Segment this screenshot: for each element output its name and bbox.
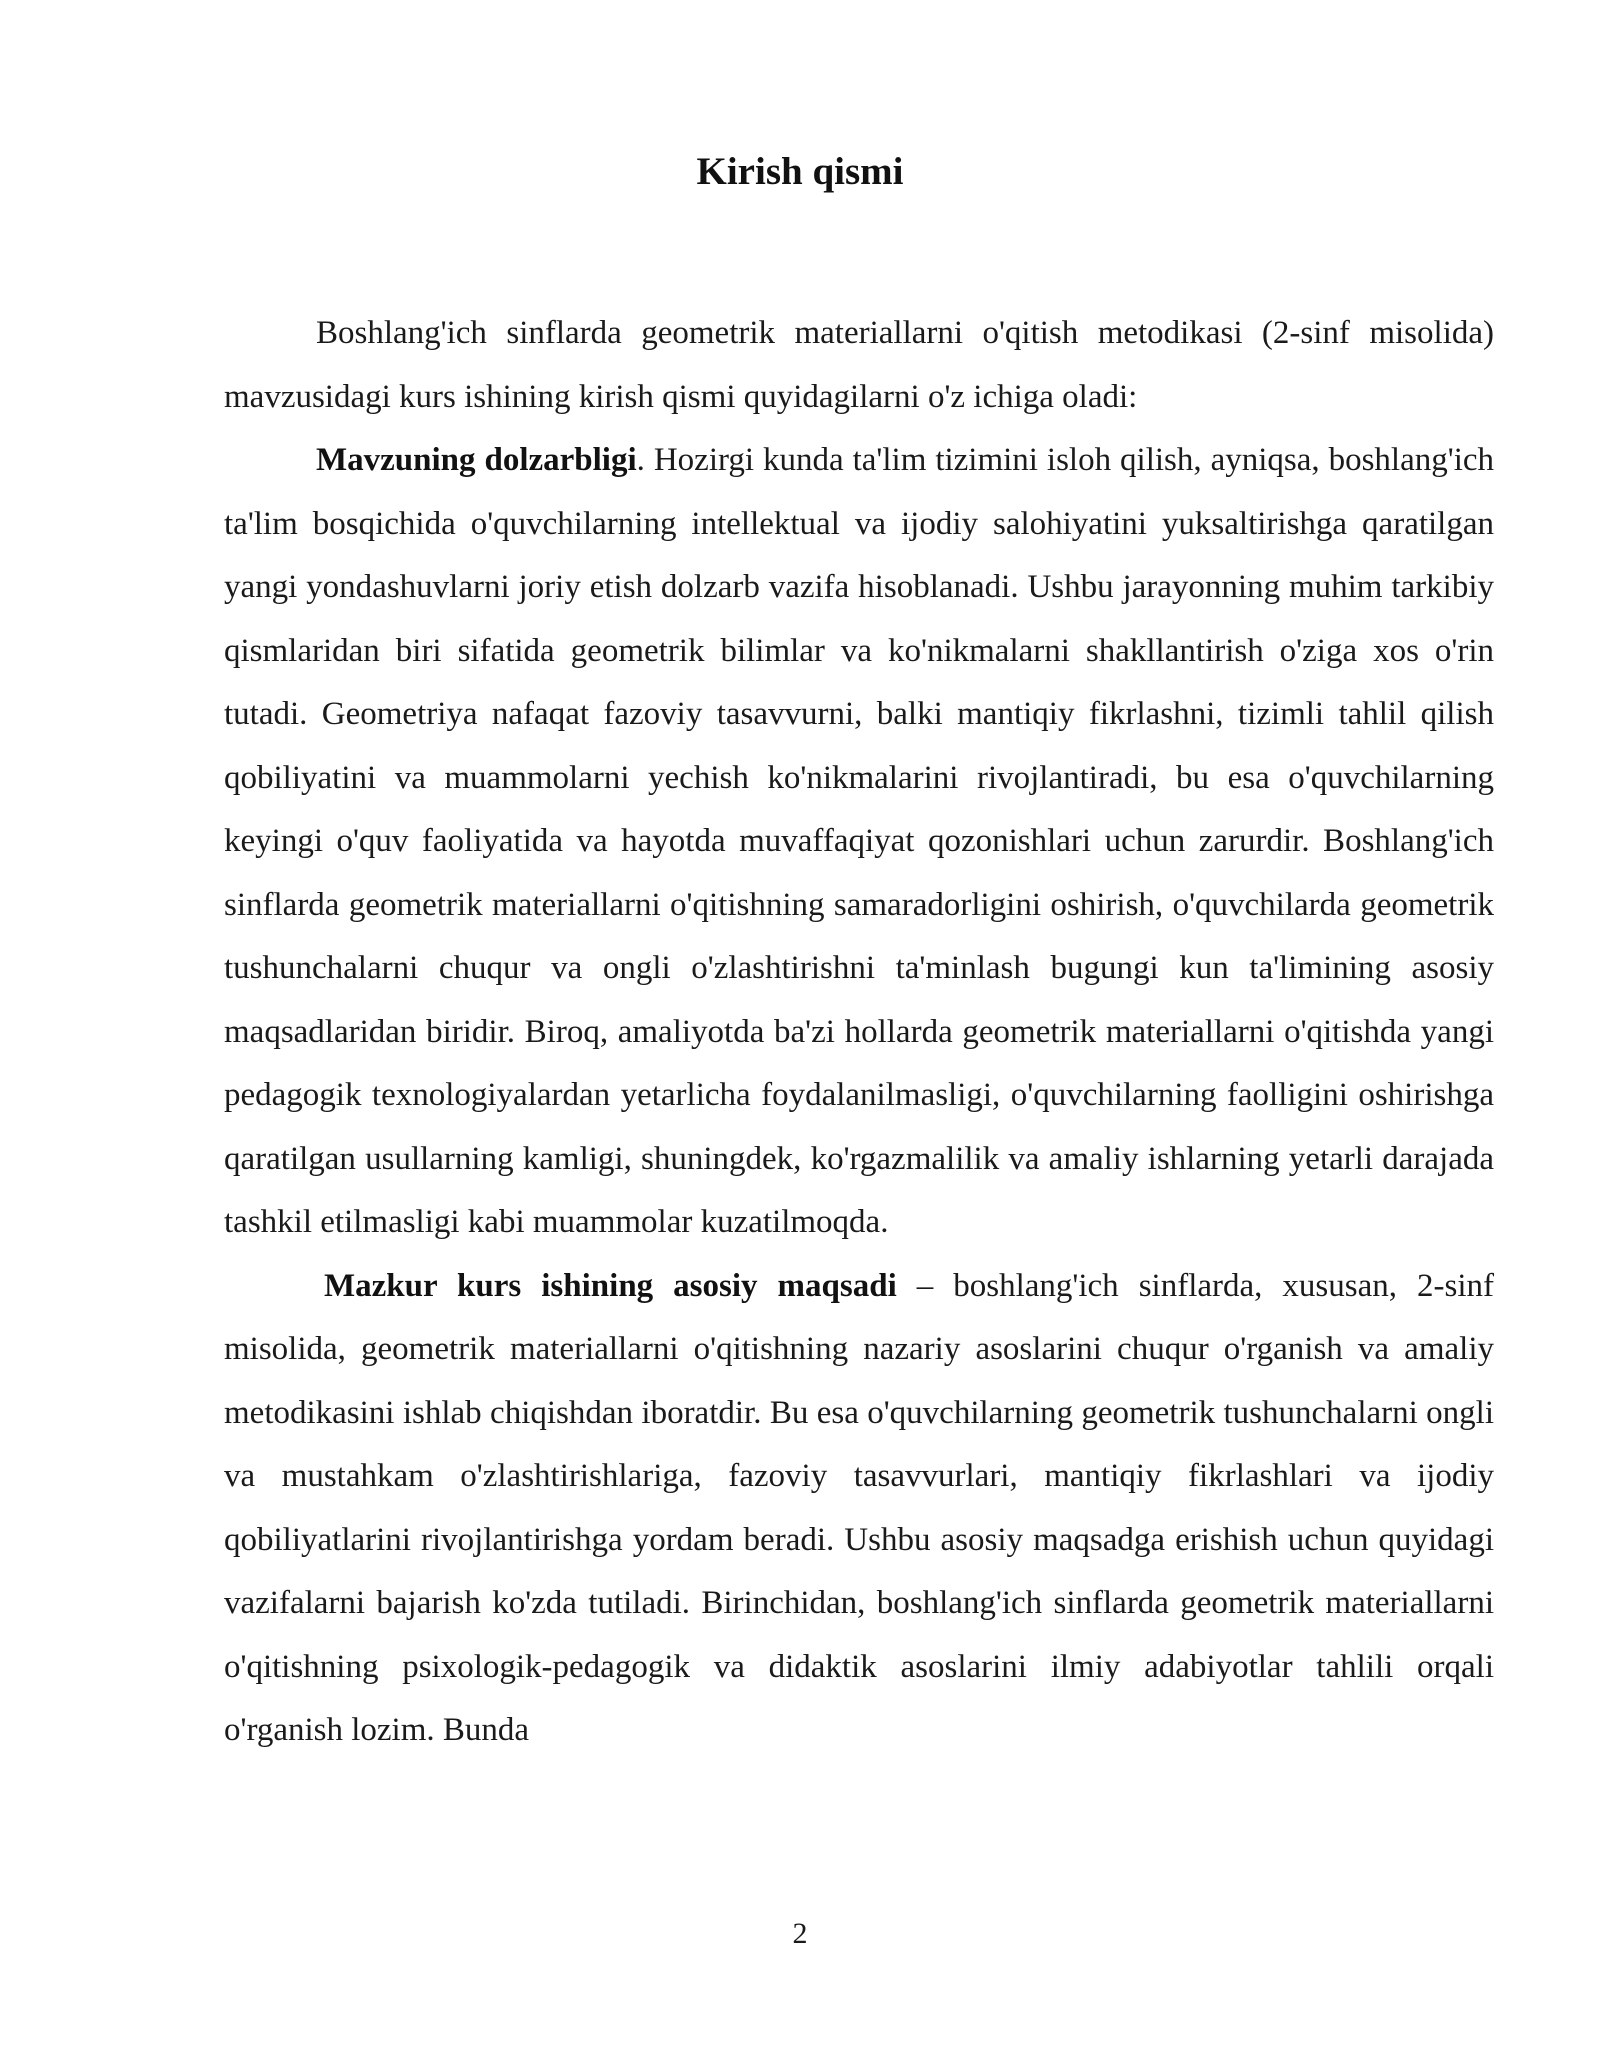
page-title: Kirish qismi (696, 150, 904, 193)
paragraph-intro-text: Boshlang'ich sinflarda geometrik materiallarni o'qitish metodikasi (2-sinf misolida) mavzusidagi kurs ishining kirish qismi quyidagilarni o'z ichiga oladi: (224, 315, 1494, 415)
paragraph-intro (224, 302, 1494, 429)
paragraph-goal-heading: Mazkur kurs ishining asosiy maqsadi (324, 1267, 897, 1304)
paragraph-relevance-heading: Mavzuning dolzarbligi (316, 442, 637, 478)
page-number: 2 (792, 1917, 808, 1950)
paragraph-goal (224, 1255, 1494, 1763)
document-body (224, 302, 1494, 1763)
paragraph-goal-text: – boshlang'ich sinflarda, xususan, 2-sinf misolida, geometrik materiallarni o'qitishning nazariy asoslarini chuqur o'rganish va amaliy metodikasini ishlab chiqishdan iboratdir. Bu esa o'quvchilarning geometrik tushunchalarni ongli va mustahkam o'zlashtirishlariga, fazoviy tasavvurlari, mantiqiy fikrlashlari va ijodiy qobiliyatlarini rivojlantirishga yordam beradi. Ushbu asosiy maqsadga erishish uchun quyidagi vazifalarni bajarish ko'zda tutiladi. Birinchidan, boshlang'ich sinflarda geometrik materiallarni o'qitishning psixologik-pedagogik va didaktik asoslarini ilmiy adabiyotlar tahlili orqali o'rganish lozim. Bunda (224, 1267, 1494, 1748)
paragraph-relevance-text: . Hozirgi kunda ta'lim tizimini isloh qilish, ayniqsa, boshlang'ich ta'lim bosqichida o'quvchilarning intellektual va ijodiy salohiyatini yuksaltirishga qaratilgan yangi yondashuvlarni joriy etish dolzarb vazifa hisoblanadi. Ushbu jarayonning muhim tarkibiy qismlaridan biri sifatida geometrik bilimlar va ko'nikmalarni shakllantirish o'ziga xos o'rin tutadi. Geometriya nafaqat fazoviy tasavvurni, balki mantiqiy fikrlashni, tizimli tahlil qilish qobiliyatini va muammolarni yechish ko'nikmalarini rivojlantiradi, bu esa o'quvchilarning keyingi o'quv faoliyatida va hayotda muvaffaqiyat qozonishlari uchun zarurdir. Boshlang'ich sinflarda geometrik materiallarni o'qitishning samaradorligini oshirish, o'quvchilarda geometrik tushunchalarni chuqur va ongli o'zlashtirishni ta'minlash bugungi kun ta'limining asosiy maqsadlaridan biridir. Biroq, amaliyotda ba'zi hollarda geometrik materiallarni o'qitishda yangi pedagogik texnologiyalardan yetarlicha foydalanilmasligi, o'quvchilarning faolligini oshirishga qaratilgan usullarning kamligi, shuningdek, ko'rgazmalilik va amaliy ishlarning yetarli darajada tashkil etilmasligi kabi muammolar kuzatilmoqda. (224, 442, 1495, 1240)
paragraph-relevance (224, 429, 1494, 1255)
